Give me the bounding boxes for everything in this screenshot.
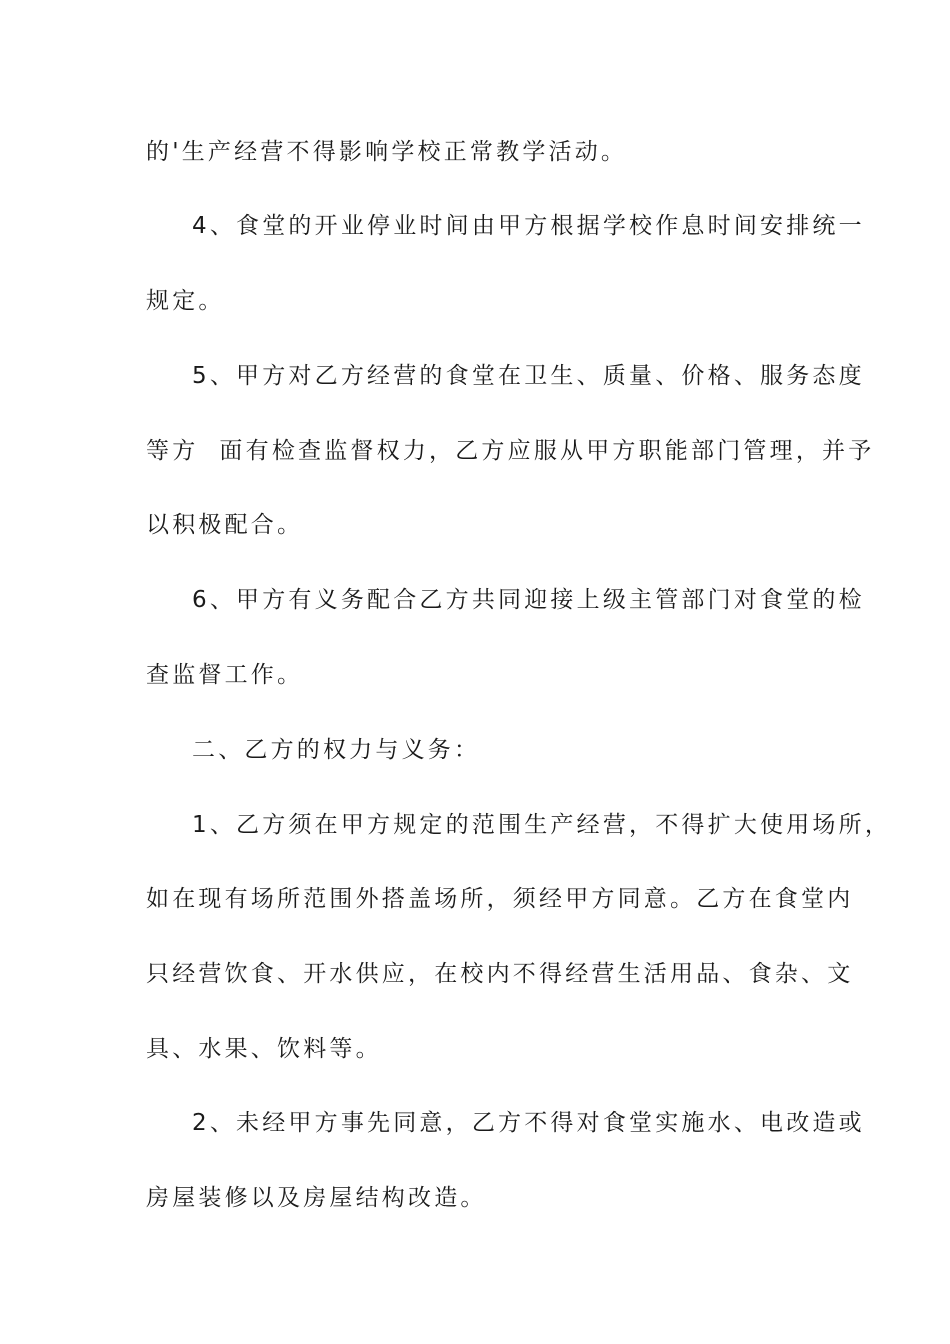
paragraph-line: 只经营饮食、开水供应，在校内不得经营生活用品、食杂、文 <box>146 961 854 987</box>
paragraph-line: 等方 面有检查监督权力，乙方应服从甲方职能部门管理，并予 <box>146 438 875 464</box>
paragraph-line: 5、甲方对乙方经营的食堂在卫生、质量、价格、服务态度 <box>192 363 865 389</box>
paragraph-line: 2、未经甲方事先同意，乙方不得对食堂实施水、电改造或 <box>192 1110 865 1136</box>
paragraph-line: 以积极配合。 <box>146 512 304 538</box>
paragraph-line: 4、食堂的开业停业时间由甲方根据学校作息时间安排统一 <box>192 213 865 239</box>
paragraph-line: 具、水果、饮料等。 <box>146 1036 382 1062</box>
paragraph-line: 的'生产经营不得影响学校正常教学活动。 <box>146 139 628 165</box>
paragraph-line: 房屋装修以及房屋结构改造。 <box>146 1185 487 1211</box>
paragraph-line: 查监督工作。 <box>146 662 304 688</box>
section-heading: 二、乙方的权力与义务： <box>192 737 481 763</box>
paragraph-line: 6、甲方有义务配合乙方共同迎接上级主管部门对食堂的检 <box>192 587 865 613</box>
paragraph-line: 如在现有场所范围外搭盖场所，须经甲方同意。乙方在食堂内 <box>146 886 854 912</box>
paragraph-line: 1、乙方须在甲方规定的范围生产经营，不得扩大使用场所， <box>192 812 892 838</box>
paragraph-line: 规定。 <box>146 288 225 314</box>
